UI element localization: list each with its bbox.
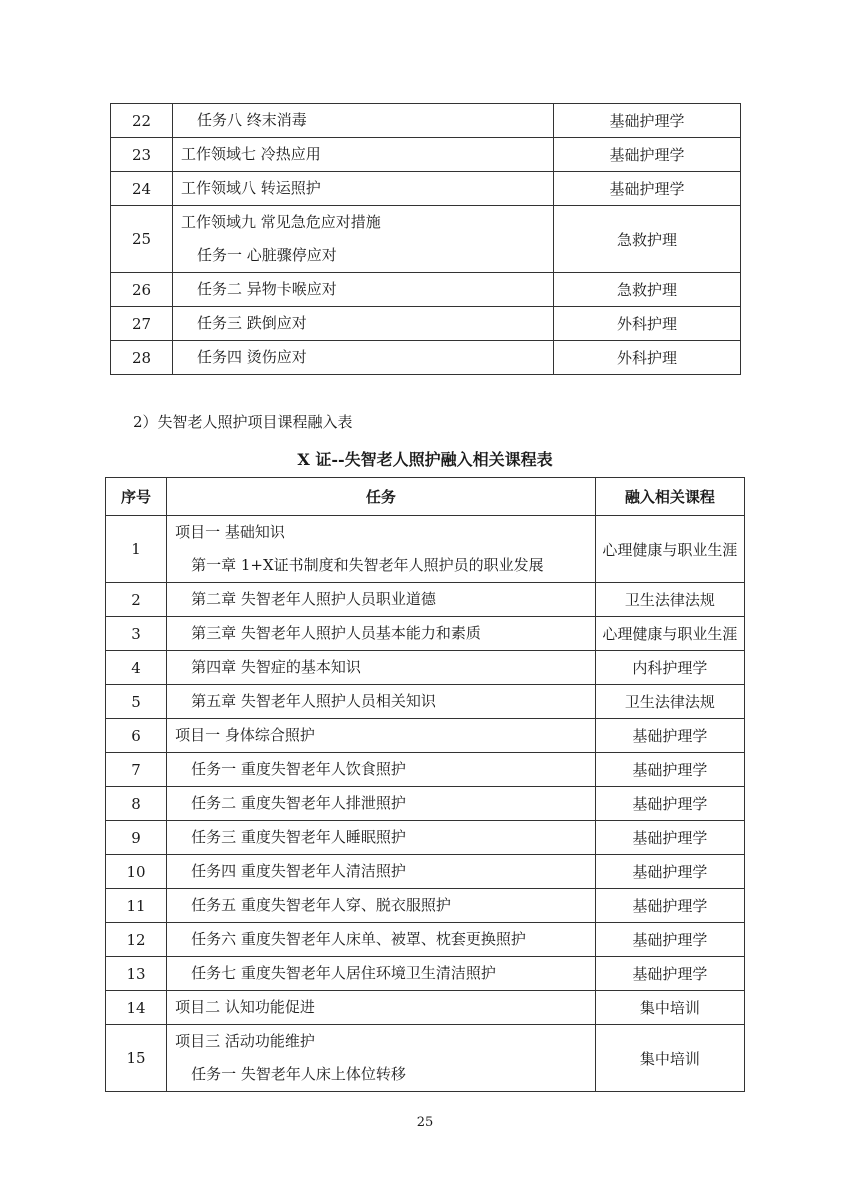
task-line: 任务六 重度失智老年人床单、被罩、枕套更换照护: [191, 930, 526, 948]
course-table-continued: [110, 103, 741, 375]
row-number: 14: [106, 991, 167, 1025]
header-course: 融入相关课程: [595, 478, 744, 516]
table-row: [111, 307, 741, 341]
row-number: 26: [111, 273, 173, 307]
row-number: 23: [111, 138, 173, 172]
task-cell: [167, 583, 596, 617]
table-row: [106, 787, 745, 821]
task-cell: [167, 685, 596, 719]
table-row: [106, 821, 745, 855]
task-cell: [173, 273, 554, 307]
table-title: X 证--失智老人照护融入相关课程表: [297, 450, 553, 469]
row-number: 15: [106, 1025, 167, 1092]
row-number: 24: [111, 172, 173, 206]
course-cell: 心理健康与职业生涯: [595, 617, 744, 651]
table-header: [106, 478, 745, 516]
page-number: 25: [416, 1115, 434, 1130]
task-line: 任务三 跌倒应对: [197, 314, 307, 332]
task-line: 项目一 基础知识: [175, 523, 285, 541]
task-line: 项目二 认知功能促进: [175, 998, 315, 1016]
course-cell: 基础护理学: [595, 787, 744, 821]
row-number: 9: [106, 821, 167, 855]
task-line: 任务一 失智老年人床上体位转移: [191, 1065, 406, 1083]
row-number: 8: [106, 787, 167, 821]
task-cell: [167, 651, 596, 685]
course-cell: 卫生法律法规: [595, 583, 744, 617]
table-body: [111, 104, 741, 375]
row-number: 27: [111, 307, 173, 341]
table-row: [106, 685, 745, 719]
task-cell: [173, 104, 554, 138]
task-line: 任务一 心脏骤停应对: [197, 246, 337, 264]
table-row: [106, 583, 745, 617]
task-line: 任务二 重度失智老年人排泄照护: [191, 794, 406, 812]
row-number: 5: [106, 685, 167, 719]
row-number: 25: [111, 206, 173, 273]
table-row: [106, 1025, 745, 1092]
course-cell: 急救护理: [554, 273, 741, 307]
task-cell: [173, 206, 554, 273]
course-cell: 集中培训: [595, 1025, 744, 1092]
table-row: [106, 957, 745, 991]
table-row: [106, 855, 745, 889]
row-number: 3: [106, 617, 167, 651]
task-cell: [173, 307, 554, 341]
task-line: 工作领域九 常见急危应对措施: [181, 213, 381, 231]
header-task: 任务: [167, 478, 596, 516]
table-row: [106, 991, 745, 1025]
table-row: [106, 651, 745, 685]
table-row: [106, 889, 745, 923]
task-line: 第五章 失智老年人照护人员相关知识: [191, 692, 436, 710]
task-cell: [173, 172, 554, 206]
table-row: [111, 104, 741, 138]
course-cell: 基础护理学: [595, 889, 744, 923]
task-line: 任务四 重度失智老年人清洁照护: [191, 862, 406, 880]
course-cell: 外科护理: [554, 341, 741, 375]
table-row: [111, 341, 741, 375]
task-line: 任务八 终末消毒: [197, 111, 307, 129]
course-cell: 基础护理学: [554, 104, 741, 138]
task-line: 任务七 重度失智老年人居住环境卫生清洁照护: [191, 964, 496, 982]
task-line: 工作领域八 转运照护: [181, 179, 321, 197]
task-line: 第四章 失智症的基本知识: [191, 658, 361, 676]
course-cell: 急救护理: [554, 206, 741, 273]
task-cell: [167, 617, 596, 651]
row-number: 2: [106, 583, 167, 617]
task-cell: [173, 341, 554, 375]
task-cell: [167, 1025, 596, 1092]
dementia-care-course-table: [105, 477, 745, 1092]
table-row: [111, 138, 741, 172]
course-cell: 集中培训: [595, 991, 744, 1025]
row-number: 12: [106, 923, 167, 957]
table-row: [106, 719, 745, 753]
course-cell: 基础护理学: [595, 753, 744, 787]
table-row: [106, 516, 745, 583]
header-no: 序号: [106, 478, 167, 516]
task-cell: [167, 753, 596, 787]
course-cell: 外科护理: [554, 307, 741, 341]
table-row: [106, 753, 745, 787]
task-cell: [167, 923, 596, 957]
table-body: [106, 516, 745, 1092]
row-number: 11: [106, 889, 167, 923]
course-cell: 基础护理学: [595, 719, 744, 753]
table-row: [111, 172, 741, 206]
task-line: 第三章 失智老年人照护人员基本能力和素质: [191, 624, 481, 642]
course-cell: 卫生法律法规: [595, 685, 744, 719]
table-row: [106, 923, 745, 957]
row-number: 22: [111, 104, 173, 138]
task-cell: [167, 719, 596, 753]
course-cell: 基础护理学: [595, 957, 744, 991]
course-cell: 心理健康与职业生涯: [595, 516, 744, 583]
course-cell: 内科护理学: [595, 651, 744, 685]
course-cell: 基础护理学: [595, 855, 744, 889]
task-line: 第一章 1+X证书制度和失智老年人照护员的职业发展: [191, 556, 544, 574]
task-cell: [167, 957, 596, 991]
table-row: [111, 273, 741, 307]
task-line: 项目一 身体综合照护: [175, 726, 315, 744]
course-cell: 基础护理学: [595, 923, 744, 957]
task-cell: [167, 855, 596, 889]
table-row: [106, 617, 745, 651]
course-cell: 基础护理学: [554, 138, 741, 172]
task-line: 任务四 烫伤应对: [197, 348, 307, 366]
row-number: 1: [106, 516, 167, 583]
course-cell: 基础护理学: [554, 172, 741, 206]
header-row: [106, 478, 745, 516]
task-line: 任务二 异物卡喉应对: [197, 280, 337, 298]
table-row: [111, 206, 741, 273]
task-line: 第二章 失智老年人照护人员职业道德: [191, 590, 436, 608]
row-number: 13: [106, 957, 167, 991]
task-cell: [167, 821, 596, 855]
task-line: 项目三 活动功能维护: [175, 1032, 315, 1050]
task-cell: [173, 138, 554, 172]
row-number: 4: [106, 651, 167, 685]
task-cell: [167, 991, 596, 1025]
task-line: 任务三 重度失智老年人睡眠照护: [191, 828, 406, 846]
task-line: 任务一 重度失智老年人饮食照护: [191, 760, 406, 778]
course-cell: 基础护理学: [595, 821, 744, 855]
row-number: 28: [111, 341, 173, 375]
section-label: 2）失智老人照护项目课程融入表: [133, 413, 353, 431]
task-line: 工作领域七 冷热应用: [181, 145, 321, 163]
task-cell: [167, 516, 596, 583]
task-cell: [167, 787, 596, 821]
task-line: 任务五 重度失智老年人穿、脱衣服照护: [191, 896, 451, 914]
row-number: 6: [106, 719, 167, 753]
task-cell: [167, 889, 596, 923]
row-number: 10: [106, 855, 167, 889]
row-number: 7: [106, 753, 167, 787]
